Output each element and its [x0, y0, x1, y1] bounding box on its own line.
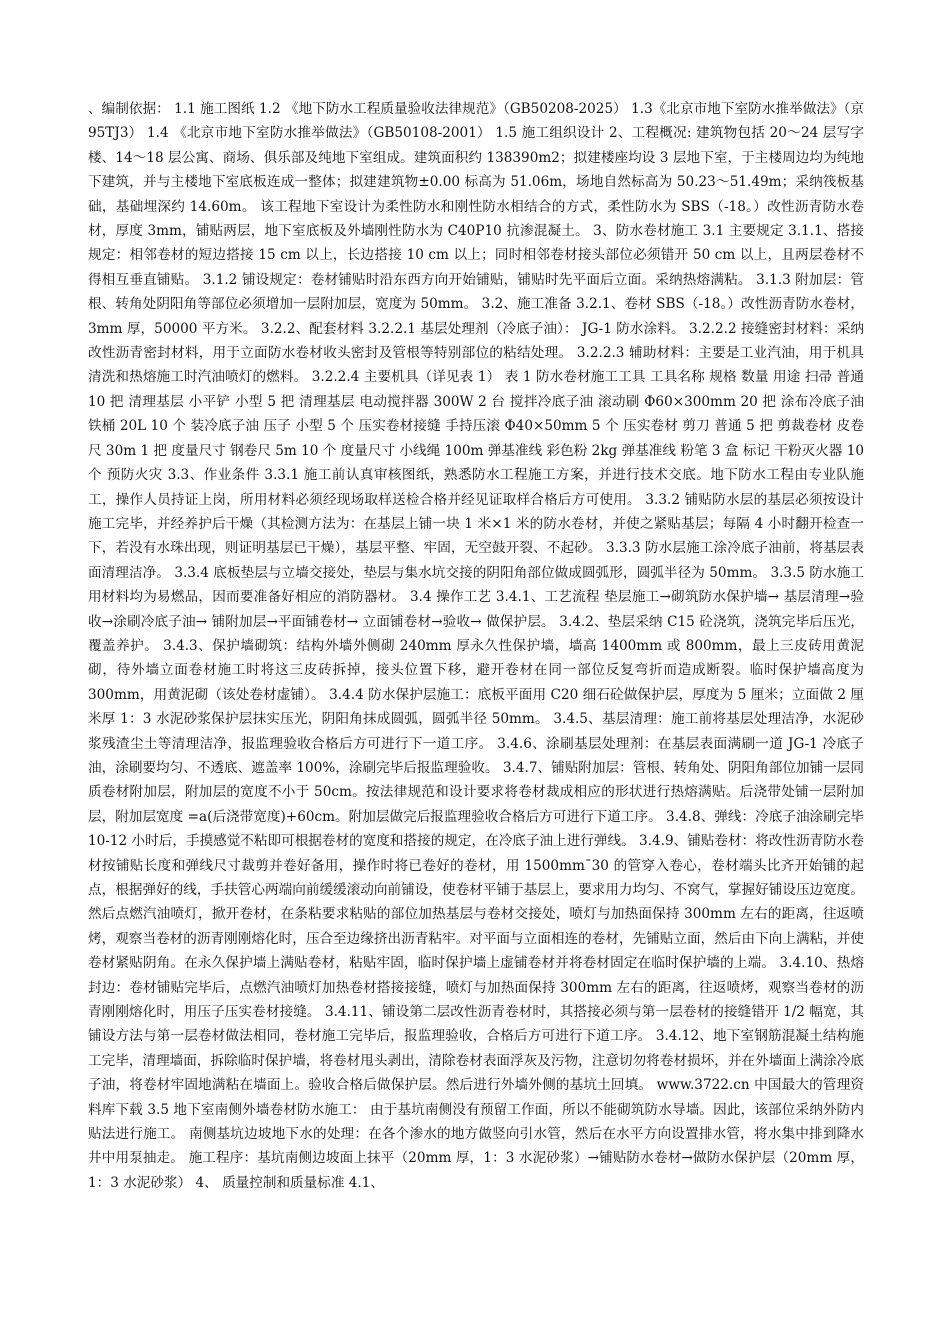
document-page — [88, 97, 864, 1195]
body-paragraph: 、编制依据： 1.1 施工图纸 1.2 《地下防水工程质量验收法律规范》（GB50208-2025） 1.3《北京市地下室防水推举做法》（京 95TJ3） 1.4 《北京市地下室防水推举做法》（GB50108-2001） 1.5 施工组织设计 2、工程概况: 建筑物包括 20～24 层写字楼、14～18 层公寓、商场、俱乐部及纯地下室组成。建筑面积约 138390m2；拟建楼座均设 3 层地下室，于主楼周边均为纯地下建筑，并与主楼地下室底板连成一整体；拟建建筑物±0.00 标高为 51.06m，场地自然标高为 50.23～51.49m；采纳筏板基础，基础埋深约 14.60m。 该工程地下室设计为柔性防水和刚性防水相结合的方式，柔性防水为 SBS（-18。）改性沥青防水卷材，厚度 3mm，铺贴两层，地下室底板及外墙刚性防水为 C40P10 抗渗混凝土。 3、防水卷材施工 3.1 主要规定 3.1.1、搭接规定：相邻卷材的短边搭接 15 cm 以上，长边搭接 10 cm 以上；同时相邻卷材接头部位必须错开 50 cm 以上，且两层卷材不得相互垂直铺贴。 3.1.2 铺设规定：卷材铺贴时沿东西方向开始铺贴，铺贴时先平面后立面。采纳热熔满粘。 3.1.3 附加层：管根、转角处阴阳角等部位必须增加一层附加层，宽度为 50mm。 3.2、施工准备 3.2.1、卷材 SBS（-18。）改性沥青防水卷材，3mm 厚，50000 平方米。 3.2.2、配套材料 3.2.2.1 基层处理剂（冷底子油）： JG-1 防水涂料。 3.2.2.2 接缝密封材料：采纳改性沥青密封材料，用于立面防水卷材收头密封及管根等特别部位的粘结处理。 3.2.2.3 辅助材料：主要是工业汽油，用于机具清洗和热熔施工时汽油喷灯的燃料。 3.2.2.4 主要机具（详见表 1） 表 1 防水卷材施工工具 工具名称 规格 数量 用途 扫帚 普通 10 把 清理基层 小平铲 小型 5 把 清理基层 电动搅拌器 300W 2 台 搅拌冷底子油 滚动刷 Φ60×300mm 20 把 涂布冷底子油 铁桶 20L 10 个 装冷底子油 压子 小型 5 个 压实卷材接缝 手持压滚 Φ40×50mm 5 个 压实卷材 剪刀 普通 5 把 剪裁卷材 皮卷尺 30m 1 把 度量尺寸 钢卷尺 5m 10 个 度量尺寸 小线绳 100m 弹基准线 彩色粉 2kg 弹基准线 粉笔 3 盒 标记 干粉灭火器 10 个 预防火灾 3.3、作业条件 3.3.1 施工前认真审核图纸，熟悉防水工程施工方案，并进行技术交底。地下防水工程由专业队施工，操作人员持证上岗，所用材料必须经现场取样送检合格并经见证取样合格后方可使用。 3.3.2 铺贴防水层的基层必须按设计施工完毕，并经养护后干燥（其检测方法为：在基层上铺一块 1 米×1 米的防水卷材，并使之紧贴基层；每隔 4 小时翻开检查一下，若没有水珠出现，则证明基层已干燥），基层平整、牢固，无空鼓开裂、不起砂。 3.3.3 防水层施工涂冷底子油前，将基层表面清理洁净。 3.3.4 底板垫层与立墙交接处，垫层与集水坑交接的阴阳角部位做成圆弧形，圆弧半径为 50mm。 3.3.5 防水施工用材料均为易燃品，因而要准备好相应的消防器材。 3.4 操作工艺 3.4.1、工艺流程 垫层施工→砌筑防水保护墙→ 基层清理→验收→涂刷冷底子油→ 铺附加层→平面铺卷材→ 立面铺卷材→验收→ 做保护层。 3.4.2、垫层采纳 C15 砼浇筑，浇筑完毕后压光，覆盖养护。 3.4.3、保护墙砌筑：结构外墙外侧砌 240mm 厚永久性保护墙，墙高 1400mm 或 800mm，最上三皮砖用黄泥砌，待外墙立面卷材施工时将这三皮砖拆掉，接头位置下移，避开卷材在同一部位反复弯折而造成断裂。临时保护墙高度为 300mm，用黄泥砌（该处卷材虚铺）。 3.4.4 防水保护层施工：底板平面用 C20 细石砼做保护层，厚度为 5 厘米；立面做 2 厘米厚 1：3 水泥砂浆保护层抹实压光，阴阳角抹成圆弧，圆弧半径 50mm。 3.4.5、基层清理：施工前将基层处理洁净，水泥砂浆残渣尘土等清理洁净，报监理验收合格后方可进行下一道工序。 3.4.6、涂刷基层处理剂：在基层表面满刷一道 JG-1 冷底子油，涂刷要均匀、不透底、遮盖率 100%，涂刷完毕后报监理验收。 3.4.7、铺贴附加层：管根、转角处、阴阳角部位加铺一层同质卷材附加层，附加层的宽度不小于 50cm。按法律规范和设计要求将卷材裁成相应的形状进行热熔满贴。后浇带处铺一层附加层，附加层宽度 =a(后浇带宽度)+60cm。附加层做完后报监理验收合格后方可进行下道工序。 3.4.8、弹线：冷底子油涂刷完毕 10-12 小时后，手摸感觉不粘即可根据卷材的宽度和搭接的规定，在冷底子油上进行弹线。 3.4.9、铺贴卷材：将改性沥青防水卷材按铺贴长度和弹线尺寸裁剪并卷好备用，操作时将已卷好的卷材，用 1500mm¯30 的管穿入卷心，卷材端头比齐开始铺的起点，根据弹好的线，手扶管心两端向前缓缓滚动向前铺设，使卷材平铺于基层上，要求用力均匀、不窝气，掌握好铺设压边宽度。然后点燃汽油喷灯，掀开卷材，在条粘要求粘贴的部位加热基层与卷材交接处，喷灯与加热面保持 300mm 左右的距离，往返喷烤，观察当卷材的沥青刚刚熔化时，压合至边缘挤出沥青粘牢。对平面与立面相连的卷材，先铺贴立面，然后由下向上满粘，并使卷材紧贴阴角。在永久保护墙上满贴卷材，粘贴牢固，临时保护墙上虚铺卷材并将卷材固定在临时保护墙的上端。 3.4.10、热熔封边：卷材铺贴完毕后，点燃汽油喷灯加热卷材搭接接缝，喷灯与加热面保持 300mm 左右的距离，往返喷烤，观察当卷材的沥青刚刚熔化时，用压子压实卷材接缝。 3.4.11、铺设第二层改性沥青卷材时，其搭接必须与第一层卷材的接缝错开 1/2 幅宽，其铺设方法与第一层卷材做法相同，卷材施工完毕后，报监理验收，合格后方可进行下道工序。 3.4.12、地下室钢筋混凝土结构施工完毕，清理墙面，拆除临时保护墙，将卷材甩头剥出，清除卷材表面浮灰及污物，注意切勿将卷材损坏，并在外墙面上满涂冷底子油，将卷材牢固地满粘在墙面上。验收合格后做保护层。然后进行外墙外侧的基坑土回填。 www.3722.cn 中国最大的管理资料库下载 3.5 地下室南侧外墙卷材防水施工： 由于基坑南侧没有预留工作面，所以不能砌筑防水导墙。因此，该部位采纳外防内贴法进行施工。 南侧基坑边坡地下水的处理：在各个渗水的地方做竖向引水管，然后在水平方向设置排水管，将水集中排到降水井中用泵抽走。 施工程序：基坑南侧边坡面上抹平（20mm 厚，1：3 水泥砂浆）→铺贴防水卷材→做防水保护层（20mm 厚，1：3 水泥砂浆） 4、 质量控制和质量标准 4.1、 — [88, 101, 864, 1191]
